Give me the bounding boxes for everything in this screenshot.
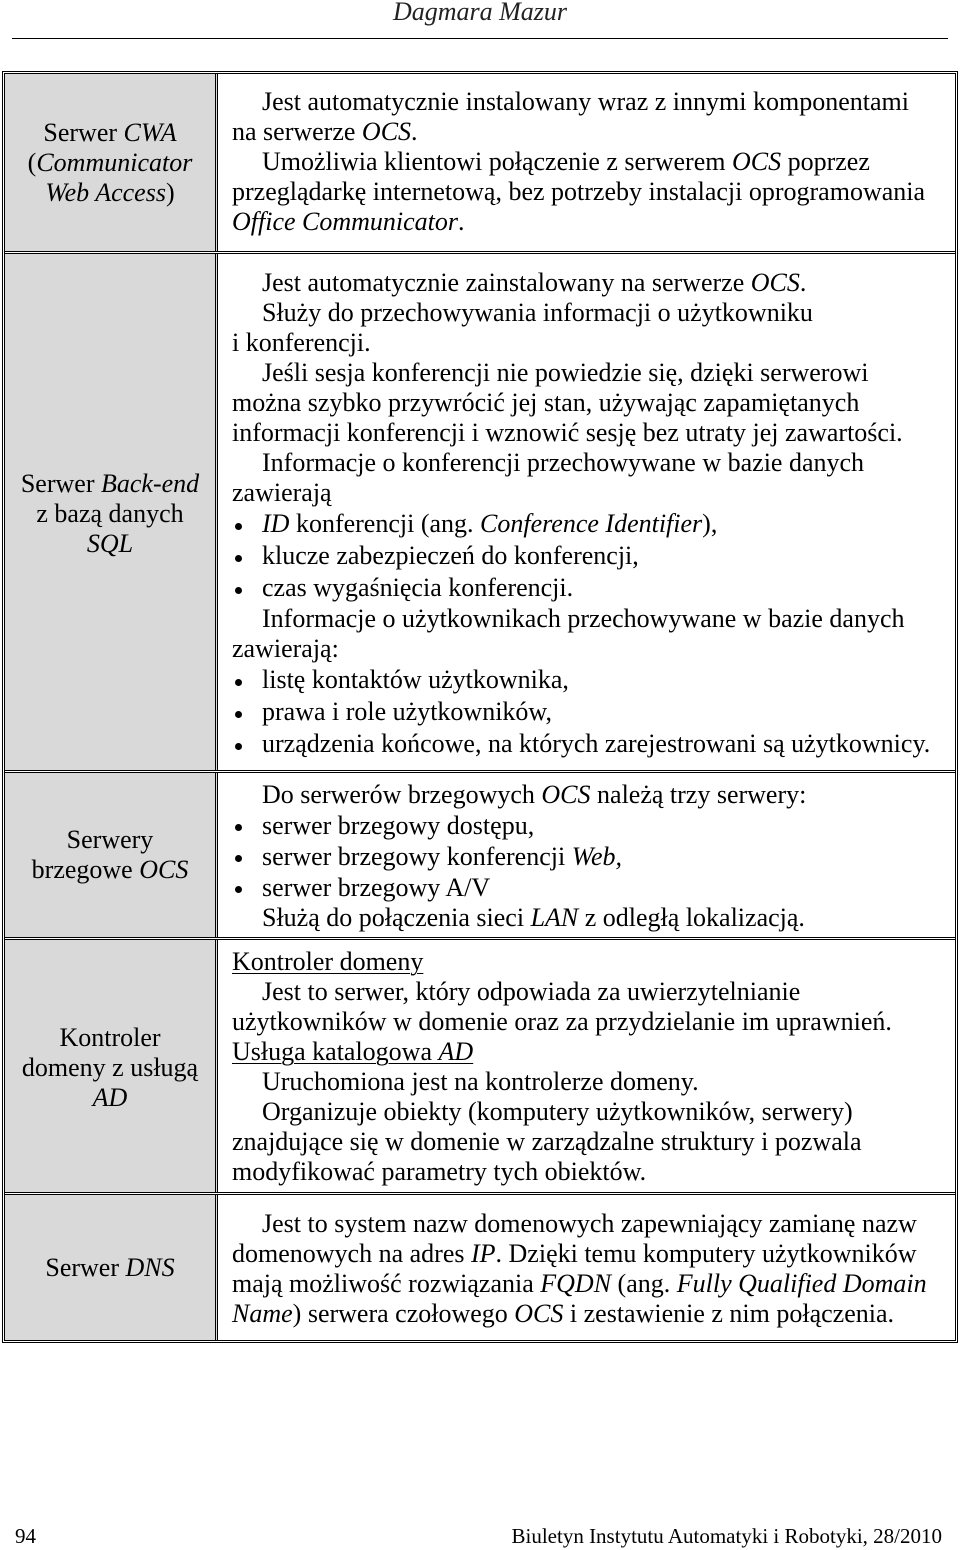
- paragraph: [232, 604, 955, 664]
- text-run: można szybko przywrócić jej stan, używając zapamiętanych: [232, 388, 860, 417]
- paragraph: [232, 147, 955, 237]
- text-run: Organizuje obiekty (komputery użytkowników, serwery): [262, 1097, 853, 1126]
- text-run: i konferencji.: [232, 328, 371, 357]
- text-run: serwer brzegowy dostępu,: [262, 811, 535, 840]
- text-run: SQL: [86, 529, 134, 558]
- paragraph: [232, 1067, 955, 1097]
- text-run: OCS: [361, 117, 412, 146]
- text-run: domeny z usługą: [21, 1053, 199, 1082]
- text-run: . Dzięki temu komputery użytkowników: [495, 1239, 917, 1268]
- page-number: 94: [15, 1524, 36, 1548]
- text-run: Web,: [571, 842, 623, 871]
- table-row: [5, 254, 955, 773]
- paragraph: [232, 298, 955, 358]
- text-run: Uruchomiona jest na kontrolerze domeny.: [262, 1067, 699, 1096]
- text-run: Web Access: [45, 177, 166, 207]
- text-run: należą trzy serwery:: [590, 780, 807, 809]
- bullet-icon: [235, 555, 242, 562]
- paragraph: [232, 1097, 955, 1187]
- server-name-cell: [5, 74, 218, 251]
- text-run: IP: [470, 1239, 496, 1268]
- text-run: Name: [232, 1299, 293, 1328]
- text-run: Usługa katalogowa: [232, 1037, 439, 1066]
- text-run: mają możliwość rozwiązania: [232, 1269, 541, 1298]
- text-line: [232, 207, 955, 237]
- text-run: AD: [92, 1083, 128, 1112]
- bullet-icon: [235, 743, 242, 750]
- text-line: [232, 177, 955, 207]
- text-run: urządzenia końcowe, na których zarejestrowani są użytkownicy.: [262, 729, 931, 758]
- text-line: [232, 117, 955, 147]
- bullet-icon: [235, 711, 242, 718]
- underlined-heading: [232, 947, 955, 977]
- server-name-cell: [5, 254, 218, 770]
- list-item: [232, 540, 955, 572]
- text-line: [232, 634, 955, 664]
- text-line: [232, 418, 955, 448]
- text-run: serwer brzegowy A/V: [262, 873, 491, 902]
- text-run: znajdujące się w domenie w zarządzalne struktury i pozwala: [232, 1127, 862, 1156]
- text-line: [232, 1097, 955, 1127]
- text-run: OCS: [514, 1299, 564, 1328]
- server-name-line: [43, 118, 176, 148]
- text-run: zawierają: [232, 478, 332, 507]
- text-run: informacji konferencji i wznowić sesję bez utraty jej zawartości.: [232, 418, 903, 447]
- text-line: [232, 328, 955, 358]
- text-run: klucze zabezpieczeń do konferencji,: [262, 541, 639, 570]
- table-row: [5, 773, 955, 940]
- server-name-line: [28, 148, 193, 178]
- text-run: Informacje o konferencji przechowywane w bazie danych: [262, 448, 865, 477]
- text-line: [232, 1007, 955, 1037]
- journal-title: Biuletyn Instytutu Automatyki i Robotyki, 28/2010: [511, 1524, 942, 1548]
- text-run: modyfikować parametry tych obiektów.: [232, 1157, 647, 1186]
- text-run: użytkowników w domenie oraz za przydzielanie im uprawnień.: [232, 1007, 892, 1036]
- text-run: Jest to serwer, który odpowiada za uwierzytelnianie: [262, 977, 801, 1006]
- text-line: [232, 1209, 955, 1239]
- text-run: Do serwerów brzegowych: [262, 780, 542, 809]
- bullet-list: [232, 664, 955, 760]
- list-item: [232, 664, 955, 696]
- text-run: brzegowe: [31, 855, 140, 884]
- text-run: i zestawienie z nim połączenia.: [563, 1299, 895, 1328]
- text-run: Jest automatycznie instalowany wraz z innymi komponentami: [262, 87, 909, 116]
- server-description-cell: [218, 74, 955, 251]
- text-line: [232, 977, 955, 1007]
- bullet-list: [232, 508, 955, 604]
- table-row: [5, 74, 955, 254]
- list-item: [232, 696, 955, 728]
- text-run: ID: [262, 509, 290, 538]
- text-line: [232, 1239, 955, 1269]
- list-item: [232, 572, 955, 604]
- text-run: konferencji (ang.: [289, 509, 481, 538]
- server-description-cell: [218, 940, 955, 1192]
- text-run: FQDN: [540, 1269, 612, 1298]
- server-name-cell: [5, 940, 218, 1192]
- server-name-line: [45, 178, 174, 208]
- text-run: OCS: [541, 780, 591, 809]
- text-run: Serwer: [45, 1252, 126, 1282]
- text-run: zawierają:: [232, 634, 339, 663]
- text-run: z bazą danych: [36, 499, 184, 528]
- text-run: DNS: [125, 1252, 175, 1282]
- paragraph: [232, 448, 955, 508]
- text-line: [232, 147, 955, 177]
- text-run: ) serwera czołowego: [292, 1299, 515, 1328]
- text-run: Serwery: [66, 825, 154, 854]
- text-run: Służy do przechowywania informacji o użytkowniku: [262, 298, 813, 327]
- paragraph: [232, 1209, 955, 1329]
- text-run: .: [411, 117, 418, 146]
- text-run: Kontroler domeny: [232, 947, 424, 976]
- server-name-cell: [5, 773, 218, 937]
- server-description-cell: [218, 773, 955, 937]
- text-run: Kontroler: [59, 1023, 161, 1052]
- text-run: Conference Identifier: [480, 509, 703, 538]
- text-run: Jeśli sesja konferencji nie powiedzie się, dzięki serwerowi: [262, 358, 869, 387]
- list-item: [232, 841, 955, 872]
- text-line: [232, 947, 955, 977]
- text-line: [232, 87, 955, 117]
- text-line: [232, 780, 955, 810]
- text-run: .: [799, 268, 807, 297]
- text-run: LAN: [530, 903, 579, 932]
- header-author: Dagmara Mazur: [392, 0, 568, 26]
- text-line: [232, 1269, 955, 1299]
- text-run: Communicator: [36, 147, 193, 177]
- text-run: poprzez: [781, 147, 870, 176]
- text-line: [232, 388, 955, 418]
- server-name-line: [32, 855, 189, 885]
- text-line: [232, 1299, 955, 1329]
- text-run: .: [458, 207, 465, 236]
- text-run: z odległą lokalizacją.: [578, 903, 805, 932]
- text-run: ),: [702, 509, 718, 538]
- paragraph: [232, 780, 955, 810]
- server-name-cell: [5, 1195, 218, 1340]
- text-run: ): [165, 177, 175, 207]
- text-run: czas wygaśnięcia konferencji.: [262, 573, 574, 602]
- text-run: na serwerze: [232, 117, 362, 146]
- server-name-line: [36, 499, 183, 529]
- bullet-icon: [235, 679, 242, 686]
- paragraph: [232, 268, 955, 298]
- list-item: [232, 728, 955, 760]
- text-line: [232, 604, 955, 634]
- server-name-line: [87, 529, 133, 559]
- bullet-icon: [235, 587, 242, 594]
- text-run: Umożliwia klientowi połączenie z serwerem: [262, 147, 732, 176]
- underlined-heading: [232, 1037, 955, 1067]
- running-header: [0, 0, 960, 24]
- table-row: [5, 940, 955, 1195]
- text-line: [232, 1067, 955, 1097]
- text-run: OCS: [731, 147, 782, 176]
- text-run: Jest to system nazw domenowych zapewniający zamianę nazw: [262, 1209, 917, 1238]
- bullet-icon: [235, 855, 242, 862]
- bullet-icon: [235, 523, 242, 530]
- server-name-line: [45, 1253, 174, 1283]
- server-name-line: [22, 1053, 198, 1083]
- text-run: przeglądarkę internetową, bez potrzeby instalacji oprogramowania: [232, 177, 926, 206]
- text-line: [232, 1157, 955, 1187]
- paragraph: [232, 977, 955, 1037]
- text-line: [232, 1037, 955, 1067]
- server-description-cell: [218, 1195, 955, 1340]
- text-line: [232, 903, 955, 933]
- table-row: [5, 1195, 955, 1340]
- text-line: [232, 478, 955, 508]
- text-line: [232, 358, 955, 388]
- server-name-line: [93, 1083, 128, 1113]
- list-item: [232, 872, 955, 903]
- text-run: prawa i role użytkowników,: [262, 697, 553, 726]
- text-run: AD: [438, 1037, 474, 1066]
- text-run: (ang.: [611, 1269, 677, 1298]
- server-name-line: [59, 1023, 160, 1053]
- server-description-cell: [218, 254, 955, 770]
- text-run: Służą do połączenia sieci: [262, 903, 531, 932]
- server-name-line: [67, 825, 154, 855]
- server-name-line: [21, 469, 199, 499]
- bullet-icon: [235, 824, 242, 831]
- server-table: [2, 71, 958, 1343]
- text-run: Serwer: [20, 469, 101, 498]
- text-run: Office Communicator: [232, 207, 459, 236]
- text-run: Fully Qualified Domain: [676, 1269, 927, 1298]
- text-run: OCS: [750, 268, 800, 297]
- text-line: [232, 448, 955, 478]
- list-item: [232, 810, 955, 841]
- text-run: Jest automatycznie zainstalowany na serwerze: [262, 268, 751, 297]
- header-divider: [12, 38, 948, 39]
- paragraph: [232, 903, 955, 933]
- text-line: [232, 298, 955, 328]
- text-run: serwer brzegowy konferencji: [262, 842, 572, 871]
- bullet-icon: [235, 886, 242, 893]
- text-line: [232, 1127, 955, 1157]
- list-item: [232, 508, 955, 540]
- text-run: listę kontaktów użytkownika,: [262, 665, 569, 694]
- text-run: OCS: [139, 855, 189, 884]
- bullet-list: [232, 810, 955, 903]
- text-run: Informacje o użytkownikach przechowywane w bazie danych: [262, 604, 905, 633]
- paragraph: [232, 358, 955, 448]
- text-run: Serwer: [43, 117, 124, 147]
- text-run: Back-end: [100, 469, 200, 498]
- text-run: domenowych na adres: [232, 1239, 471, 1268]
- text-line: [232, 268, 955, 298]
- text-run: (: [27, 147, 37, 177]
- paragraph: [232, 87, 955, 147]
- text-run: CWA: [123, 117, 177, 147]
